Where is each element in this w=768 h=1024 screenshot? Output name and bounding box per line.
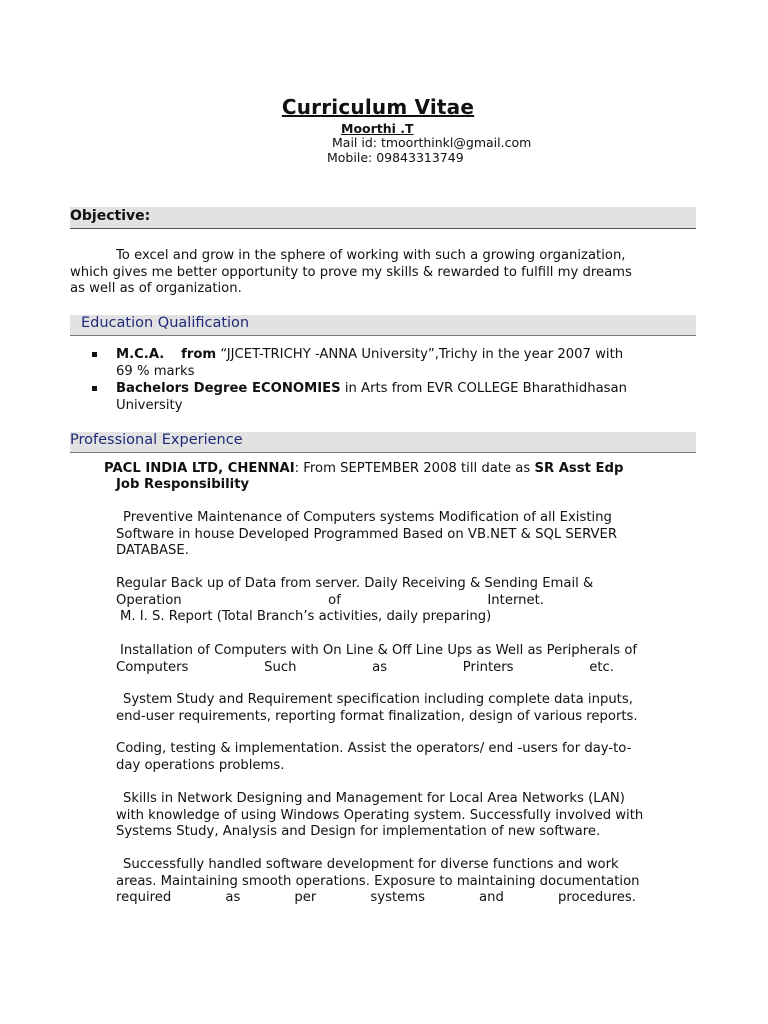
word: Computers — [116, 659, 189, 675]
paragraph-line — [116, 660, 614, 677]
paragraph-line: Preventive Maintenance of Computers systems Modification of all Existing — [123, 510, 612, 525]
word: procedures. — [557, 890, 636, 906]
word: per — [294, 890, 317, 906]
objective-heading-bar — [70, 207, 696, 229]
word: Printers — [462, 659, 514, 675]
paragraph-line: Software in house Developed Programmed Based on VB.NET & SQL SERVER — [116, 526, 618, 542]
paragraph-line: day operations problems. — [116, 757, 285, 773]
paragraph-line: DATABASE. — [116, 543, 189, 559]
job-role: SR Asst Edp — [534, 461, 624, 476]
bullet-icon — [92, 386, 97, 391]
objective-text — [70, 248, 696, 298]
paragraph-line: System Study and Requirement specification including complete data inputs, — [123, 692, 633, 707]
email-line: Mail id: tmoorthinkl@gmail.com — [332, 135, 532, 150]
degree-detail: in Arts from EVR COLLEGE Bharathidhasan — [344, 381, 627, 397]
responsibility-paragraph — [116, 692, 686, 725]
objective-heading: Objective: — [70, 208, 151, 224]
responsibility-paragraph — [116, 510, 686, 560]
page-title: Curriculum Vitae — [281, 95, 475, 119]
paragraph-line — [116, 890, 636, 907]
responsibility-paragraph — [116, 857, 686, 907]
objective-line: which gives me better opportunity to prove my skills & rewarded to fulfill my dreams — [70, 264, 632, 280]
degree-bachelors: Bachelors Degree ECONOMIES — [116, 381, 341, 397]
responsibility-paragraph — [116, 741, 686, 774]
education-heading-bar — [70, 315, 696, 336]
paragraph-line: Systems Study, Analysis and Design for implementation of new software. — [116, 824, 601, 840]
word: Internet. — [487, 592, 544, 608]
word: etc. — [589, 659, 614, 675]
objective-line: To excel and grow in the sphere of working with such a growing organization, — [116, 248, 626, 263]
paragraph-line: Installation of Computers with On Line & Off Line Ups as Well as Peripherals of — [120, 643, 638, 658]
paragraph-line: end-user requirements, reporting format finalization, design of various reports. — [116, 708, 638, 724]
experience-heading-bar — [70, 432, 696, 453]
bullet-icon — [92, 352, 97, 357]
experience-heading: Professional Experience — [70, 432, 243, 448]
degree-mca: M.C.A. — [116, 347, 165, 362]
paragraph-line: Regular Back up of Data from server. Daily Receiving & Sending Email & — [116, 576, 594, 591]
education-heading: Education Qualification — [81, 315, 250, 331]
responsibility-paragraph — [116, 791, 686, 841]
word: as — [372, 659, 388, 675]
company-line — [104, 461, 694, 478]
paragraph-line — [116, 593, 544, 610]
word: and — [479, 890, 504, 906]
paragraph-line: M. I. S. Report (Total Branch’s activities, daily preparing) — [120, 609, 492, 625]
word: systems — [370, 890, 425, 906]
degree-detail: “JJCET-TRICHY -ANNA University”,Trichy in the year 2007 with — [220, 347, 624, 362]
company-name: PACL INDIA LTD, CHENNAI — [104, 461, 295, 476]
list-item — [92, 347, 692, 380]
employment-period: : From SEPTEMBER 2008 till date as — [294, 461, 535, 476]
degree-detail: University — [116, 397, 183, 413]
responsibility-paragraph — [116, 643, 686, 676]
degree-detail: 69 % marks — [116, 363, 195, 379]
word: of — [328, 592, 341, 608]
paragraph-line: Coding, testing & implementation. Assist the operators/ end -users for day-to- — [116, 741, 632, 756]
education-list — [92, 347, 692, 415]
paragraph-line: with knowledge of using Windows Operating system. Successfully involved with — [116, 807, 644, 823]
paragraph-line: Successfully handled software development for diverse functions and work — [123, 857, 619, 872]
candidate-name: Moorthi .T — [341, 121, 414, 136]
word: Such — [264, 659, 297, 675]
paragraph-line: Skills in Network Designing and Management for Local Area Networks (LAN) — [123, 791, 625, 806]
word: Operation — [116, 592, 182, 608]
job-responsibility-label: Job Responsibility — [116, 477, 250, 492]
from-label: from — [181, 347, 217, 362]
objective-line: as well as of organization. — [70, 281, 242, 297]
paragraph-line: areas. Maintaining smooth operations. Exposure to maintaining documentation — [116, 873, 640, 889]
responsibility-paragraph — [116, 576, 686, 626]
list-item — [92, 381, 692, 414]
word: required — [116, 890, 172, 906]
mobile-line: Mobile: 09843313749 — [327, 150, 464, 165]
word: as — [225, 890, 241, 906]
